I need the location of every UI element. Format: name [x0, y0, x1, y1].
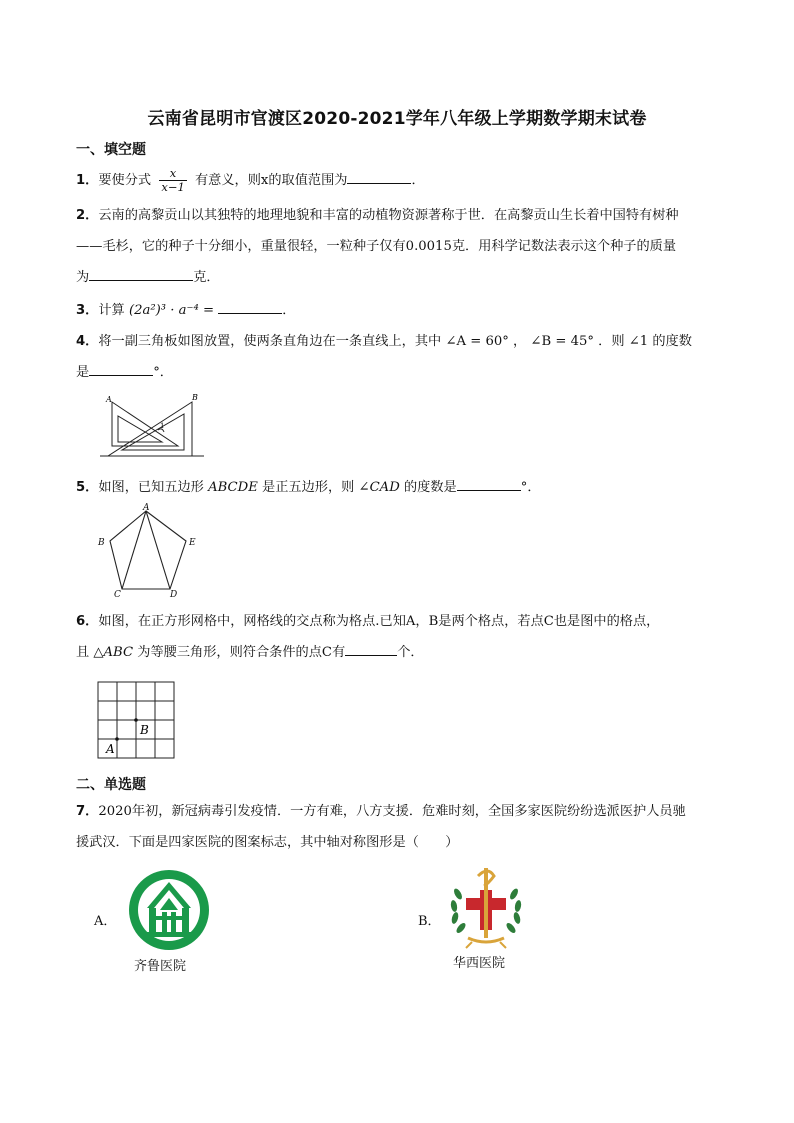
qilu-hospital-logo[interactable]: [127, 868, 211, 952]
answer-blank[interactable]: [457, 478, 521, 491]
question-text: 如图，在正方形网格中，网格线的交点称为格点.已知A，B是两个格点，若点C也是图中的格点，: [98, 614, 660, 629]
pentagon-figure: [94, 503, 204, 598]
label-c: C: [114, 590, 121, 598]
question-text: 为: [76, 270, 90, 285]
question-text: °．: [520, 480, 541, 495]
question-number: 2．: [76, 208, 99, 223]
question-text: 计算: [98, 303, 125, 318]
section-heading-fill-blank: 一、填空题: [76, 142, 146, 158]
square-grid-figure: [97, 681, 177, 761]
question-text: 为等腰三角形，则符合条件的点C有: [137, 645, 346, 660]
question-text: 个．: [397, 645, 424, 660]
label-a: A: [106, 395, 112, 404]
option-b-caption: 华西医院: [452, 956, 505, 971]
section-heading-single-choice: 二、单选题: [76, 777, 146, 793]
fraction-denominator: x−1: [161, 180, 185, 194]
question-3: [76, 295, 726, 326]
option-a-caption: 齐鲁医院: [133, 959, 186, 974]
option-b-label[interactable]: B．: [418, 914, 441, 929]
question-text: 2020年初，新冠病毒引发疫情．一方有难，八方支援．危难时刻，全国多家医院纷纷选派医护人员驰: [98, 804, 686, 819]
answer-blank[interactable]: [218, 301, 282, 314]
question-text: °．: [153, 365, 173, 380]
math-angle: ∠CAD: [358, 480, 400, 495]
answer-blank[interactable]: [89, 363, 153, 376]
question-4: [76, 326, 726, 388]
label-b: B: [192, 393, 198, 402]
question-text: 援武汉．下面是四家医院的图案标志，其中轴对称图形是（ ）: [76, 835, 459, 850]
question-text: ．: [282, 303, 296, 318]
math-triangle: △ABC: [93, 645, 134, 660]
question-7: [76, 796, 726, 858]
question-number: 6．: [76, 614, 99, 629]
label-b: B: [98, 538, 105, 548]
question-text: 将一副三角板如图放置，使两条直角边在一条直线上，其中 ∠A = 60° ， ∠B = 45° ．则 ∠1 的度数: [98, 334, 692, 349]
question-text: 有意义，则x的取值范围为: [194, 173, 348, 188]
question-text: 的度数是: [404, 480, 457, 495]
question-2: [76, 200, 726, 293]
fraction-numerator: x: [159, 167, 186, 181]
question-text: 如图，已知五边形: [98, 480, 204, 495]
answer-blank[interactable]: [347, 171, 411, 184]
question-text: ．: [411, 173, 425, 188]
fraction: [159, 167, 186, 194]
label-b: B: [140, 723, 149, 737]
question-text: 克．: [193, 270, 220, 285]
question-number: 7．: [76, 804, 99, 819]
label-d: D: [170, 590, 178, 598]
label-angle-1: 1: [160, 422, 165, 430]
label-a: A: [106, 742, 115, 756]
math-shape-name: ABCDE: [208, 480, 258, 495]
label-a: A: [143, 503, 150, 513]
page-title: 云南省昆明市官渡区2020-2021学年八年级上学期数学期末试卷: [147, 109, 647, 129]
grid-point-b: [134, 718, 138, 722]
answer-blank[interactable]: [89, 268, 193, 281]
triangle-rulers-figure: [96, 392, 208, 462]
question-text: ——毛杉，它的种子十分细小，重量很轻，一粒种子仅有0.0015克．用科学记数法表示这个种子的质量: [76, 239, 677, 254]
question-5: [76, 472, 726, 503]
question-number: 1．: [76, 173, 99, 188]
question-text: 云南的高黎贡山以其独特的地理地貌和丰富的动植物资源著称于世．在高黎贡山生长着中国特有树种: [98, 208, 679, 223]
grid-point-a: [115, 737, 119, 741]
question-text: 是: [76, 365, 90, 380]
answer-blank[interactable]: [345, 643, 397, 656]
question-number: 3．: [76, 303, 99, 318]
option-a-label[interactable]: A．: [94, 914, 117, 929]
label-e: E: [189, 538, 196, 548]
question-text: 是正五边形，则: [262, 480, 355, 495]
question-6: [76, 606, 726, 668]
question-number: 5．: [76, 480, 99, 495]
question-1: [76, 165, 726, 196]
question-number: 4．: [76, 334, 99, 349]
question-text: 要使分式: [98, 173, 152, 188]
question-text: 且: [76, 645, 90, 660]
math-expression: (2a²)³ · a⁻⁴ =: [128, 303, 214, 318]
huaxi-hospital-logo[interactable]: [444, 864, 528, 950]
